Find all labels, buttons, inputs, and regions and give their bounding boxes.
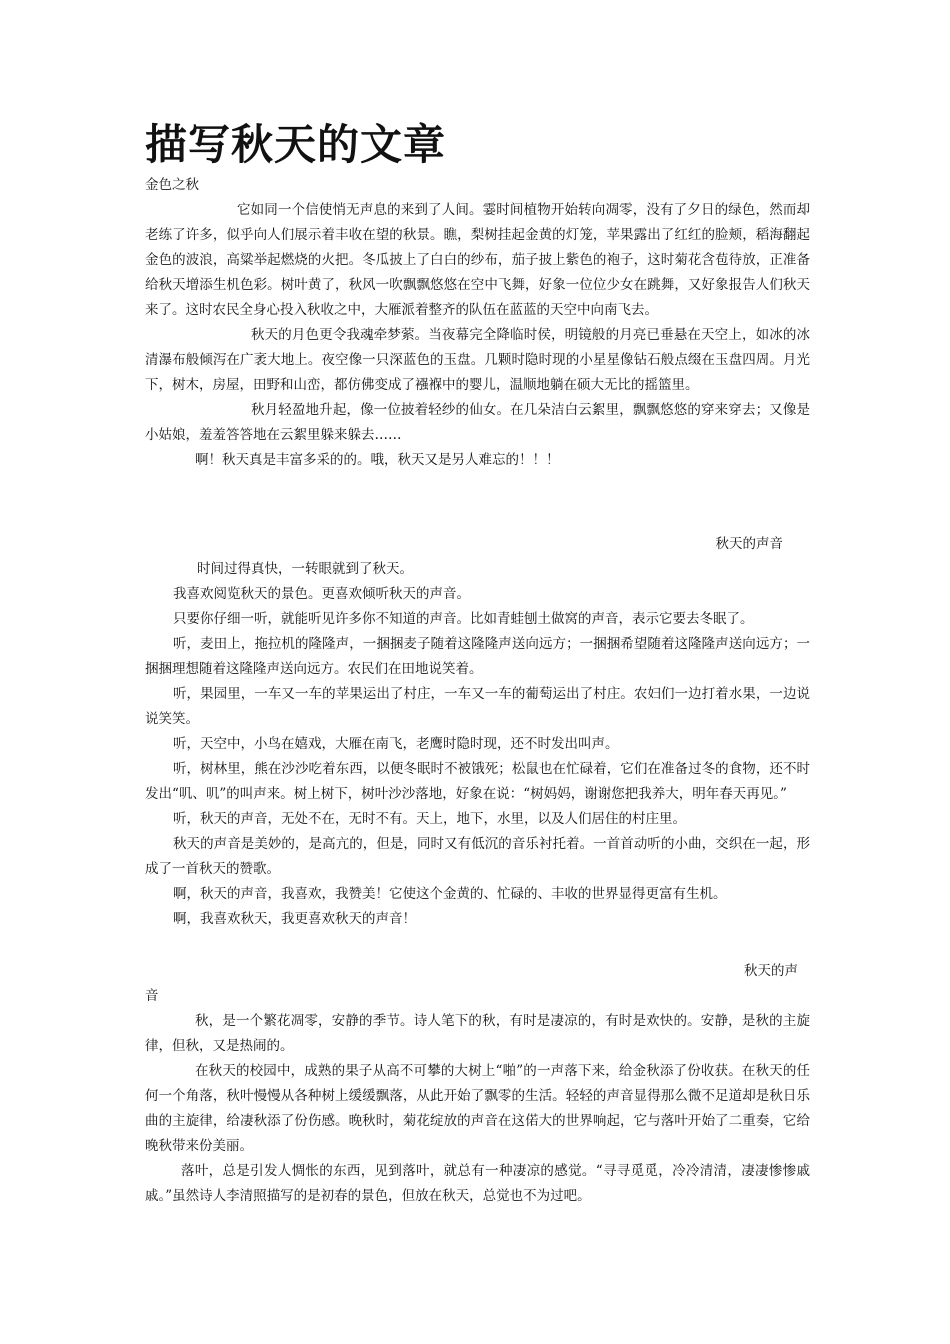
document-title: 描写秋天的文章 — [145, 120, 447, 169]
paragraph: 在秋天的校园中，成熟的果子从高不可攀的大树上“啪”的一声落下来，给金秋添了份收获。在秋天的任何一个角落，秋叶慢慢从各种树上缓缓飘落，从此开始了飘零的生活。轻轻的声音显得那么微不足道却是秋日乐曲的主旋律，给凄秋添了份伤感。晚秋时，菊花绽放的声音在这偌大的世界响起，它与落叶开始了二重奏，它给晚秋带来份美丽。 — [145, 1063, 810, 1154]
paragraph: 只要你仔细一听，就能听见许多你不知道的声音。比如青蛙刨土做窝的声音，表示它要去冬眠了。 — [173, 611, 754, 627]
paragraph: 秋天的月色更令我魂牵梦萦。当夜幕完全降临时侯，明镜般的月亮已垂悬在天空上，如冰的冰清瀑布般倾泻在广袤大地上。夜空像一只深蓝色的玉盘。几颗时隐时现的小星星像钻石般点缀在玉盘四周。月光下，树木，房屋，田野和山峦，都仿佛变成了襁褓中的婴儿，温顺地躺在硕大无比的摇篮里。 — [145, 327, 810, 393]
paragraph: 秋天的声音是美妙的，是高亢的，但是，同时又有低沉的音乐衬托着。一首首动听的小曲，交织在一起，形成了一首秋天的赞歌。 — [145, 836, 810, 877]
paragraph: 听，树林里，熊在沙沙吃着东西，以便冬眠时不被饿死；松鼠也在忙碌着，它们在准备过冬的食物，还不时发出“叽、叽”的叫声来。树上树下，树叶沙沙落地，好象在说：“树妈妈，谢谢您把我养大，明年春天再见。” — [145, 761, 810, 802]
paragraph: 啊，我喜欢秋天，我更喜欢秋天的声音！ — [173, 911, 416, 927]
paragraph: 啊！秋天真是丰富多采的的。哦，秋天又是另人难忘的！！！ — [195, 452, 560, 468]
paragraph: 落叶，总是引发人惆怅的东西，见到落叶，就总有一种凄凉的感觉。“寻寻觅觅，冷冷清清，凄凄惨惨戚戚。”虽然诗人李清照描写的是初春的景色，但放在秋天，总觉也不为过吧。 — [145, 1163, 810, 1204]
paragraph: 秋月轻盈地升起，像一位披着轻纱的仙女。在几朵洁白云絮里，飘飘悠悠的穿来穿去；又像是小姑娘，羞羞答答地在云絮里躲来躲去…… — [145, 402, 810, 443]
paragraph: 听，果园里，一车又一车的苹果运出了村庄，一车又一车的葡萄运出了村庄。农妇们一边打着水果，一边说说笑笑。 — [145, 686, 810, 727]
paragraph: 啊，秋天的声音，我喜欢，我赞美！它使这个金黄的、忙碌的、丰收的世界显得更富有生机。 — [173, 886, 727, 902]
paragraph: 听，天空中，小鸟在嬉戏，大雁在南飞，老鹰时隐时现，还不时发出叫声。 — [173, 736, 619, 752]
article-autumn-sound-2 — [145, 959, 810, 1209]
document-page — [145, 118, 810, 1209]
paragraph: 听，秋天的声音，无处不在，无时不有。天上，地下，水里，以及人们居住的村庄里。 — [173, 811, 686, 827]
paragraph: 它如同一个信使悄无声息的来到了人间。霎时间植物开始转向凋零，没有了夕日的绿色，然而却老练了许多，似乎向人们展示着丰收在望的秋景。瞧，梨树挂起金黄的灯笼，苹果露出了红红的脸颊，稻海翻起金色的波浪，高粱举起燃烧的火把。冬瓜披上了白白的纱布，茄子披上紫色的袍子，这时菊花含苞待放，正准备给秋天增添生机色彩。树叶黄了，秋风一吹飘飘悠悠在空中飞舞，好象一位位少女在跳舞，又好象报告人们秋天来了。这时农民全身心投入秋收之中，大雁派着整齐的队伍在蓝蓝的天空中向南飞去。 — [145, 202, 810, 318]
article-golden-autumn — [145, 172, 810, 473]
article-heading: 秋天的声音 — [715, 536, 783, 552]
article-heading-continuation: 音 — [145, 988, 159, 1004]
paragraph: 我喜欢阅览秋天的景色。更喜欢倾听秋天的声音。 — [173, 586, 470, 602]
article-heading: 秋天的声 — [744, 963, 798, 979]
article-subtitle: 金色之秋 — [145, 177, 199, 193]
paragraph: 秋，是一个繁花凋零，安静的季节。诗人笔下的秋，有时是凄凉的，有时是欢快的。安静，是秋的主旋律，但秋，又是热闹的。 — [145, 1013, 810, 1054]
paragraph: 听，麦田上，拖拉机的隆隆声，一捆捆麦子随着这隆隆声送向远方；一捆捆希望随着这隆隆声送向远方；一捆捆理想随着这隆隆声送向远方。农民们在田地说笑着。 — [145, 636, 810, 677]
paragraph: 时间过得真快，一转眼就到了秋天。 — [197, 561, 413, 577]
article-autumn-sound — [145, 532, 810, 932]
